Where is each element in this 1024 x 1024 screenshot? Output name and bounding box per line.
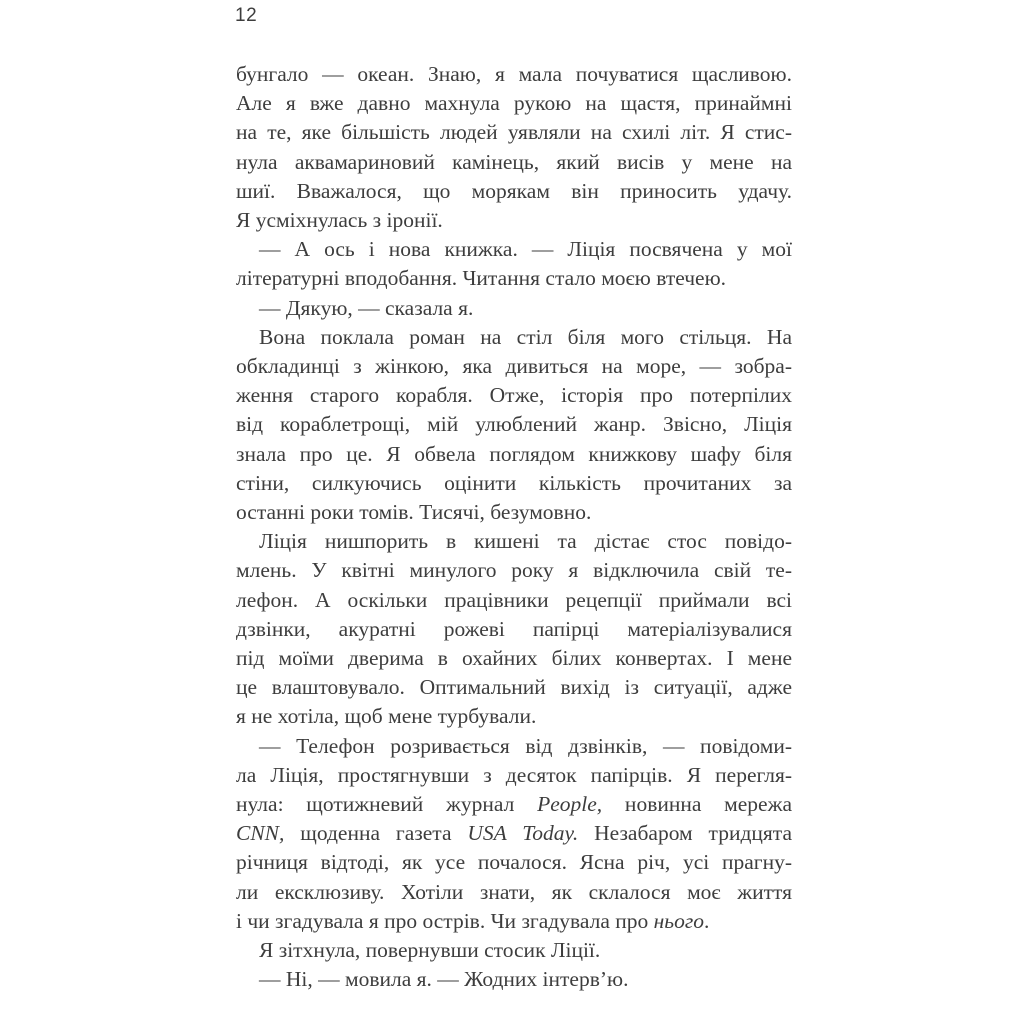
text-segment: і чи згадувала я про острів. Чи згадувала про bbox=[236, 908, 654, 933]
text-segment: Ліція нишпорить в кишені та дістає стос повідо- bbox=[259, 529, 792, 554]
text-segment: шиї. Вважалося, що морякам він приносить удачу. bbox=[236, 178, 792, 203]
italic-text-segment: USA Today. bbox=[467, 821, 579, 846]
text-segment: — Ні, — мовила я. — Жодних інтерв’ю. bbox=[259, 967, 629, 992]
text-line bbox=[236, 294, 792, 323]
text-line bbox=[236, 60, 792, 89]
text-segment: Незабаром тридцята bbox=[578, 821, 792, 846]
text-segment: ла Ліція, простягнувши з десяток папірців. Я перегля- bbox=[236, 762, 792, 787]
text-line bbox=[236, 819, 792, 848]
text-line bbox=[236, 352, 792, 381]
text-segment: щоденна газета bbox=[284, 821, 468, 846]
text-segment: під моїми дверима в охайних білих конвертах. І мене bbox=[236, 646, 792, 671]
text-line bbox=[236, 732, 792, 761]
text-segment: нула: щотижневий журнал bbox=[236, 792, 538, 817]
page-number: 12 bbox=[235, 5, 258, 26]
text-line bbox=[236, 381, 792, 410]
text-segment: нула аквамариновий камінець, який висів у мене на bbox=[236, 149, 792, 174]
text-line bbox=[236, 615, 792, 644]
text-line bbox=[236, 177, 792, 206]
text-line bbox=[236, 848, 792, 877]
text-segment: ження старого корабля. Отже, історія про потерпілих bbox=[236, 383, 792, 408]
text-line bbox=[236, 790, 792, 819]
text-segment: млень. У квітні минулого року я відключила свій те- bbox=[236, 558, 792, 583]
text-segment: дзвінки, акуратні рожеві папірці матеріалізувалися bbox=[236, 616, 792, 641]
text-segment: річниця відтоді, як усе почалося. Ясна річ, усі прагну- bbox=[236, 850, 792, 875]
text-segment: я не хотіла, щоб мене турбували. bbox=[236, 704, 537, 729]
text-line bbox=[236, 965, 792, 994]
italic-text-segment: CNN, bbox=[236, 821, 285, 846]
text-line bbox=[236, 498, 792, 527]
text-segment: на те, яке більшість людей уявляли на схилі літ. Я стис- bbox=[236, 120, 792, 145]
text-segment: бунгало — океан. Знаю, я мала почуватися щасливою. bbox=[236, 62, 792, 86]
text-line bbox=[236, 469, 792, 498]
text-segment: літературні вподобання. Читання стало моєю втечею. bbox=[236, 266, 727, 291]
text-segment: — Телефон розривається від дзвінків, — повідоми- bbox=[259, 733, 792, 758]
text-segment: лефон. А оскільки працівники рецепції приймали всі bbox=[236, 587, 792, 612]
text-line bbox=[236, 323, 792, 352]
text-line bbox=[236, 440, 792, 469]
text-line bbox=[236, 264, 792, 293]
text-segment: — Дякую, — сказала я. bbox=[259, 295, 474, 320]
text-line bbox=[236, 235, 792, 264]
text-line bbox=[236, 206, 792, 235]
text-line bbox=[236, 118, 792, 147]
text-segment: обкладинці з жінкою, яка дивиться на море, — зобра- bbox=[236, 354, 792, 379]
text-segment: Вона поклала роман на стіл біля мого стільця. На bbox=[259, 324, 792, 349]
text-line bbox=[236, 702, 792, 731]
text-line bbox=[236, 936, 792, 965]
text-segment: останні роки томів. Тисячі, безумовно. bbox=[236, 500, 592, 525]
text-segment: стіни, силкуючись оцінити кількість прочитаних за bbox=[236, 470, 792, 495]
italic-text-segment: нього bbox=[653, 908, 704, 933]
text-segment: Я зітхнула, повернувши стосик Ліції. bbox=[259, 938, 601, 963]
text-line bbox=[236, 761, 792, 790]
text-line bbox=[236, 878, 792, 907]
text-segment: — А ось і нова книжка. — Ліція посвячена у мої bbox=[259, 237, 792, 262]
text-segment: Я усміхнулась з іронії. bbox=[236, 208, 443, 233]
text-line bbox=[236, 644, 792, 673]
text-line bbox=[236, 673, 792, 702]
text-line bbox=[236, 527, 792, 556]
text-segment: це влаштовувало. Оптимальний вихід із ситуації, адже bbox=[236, 675, 792, 700]
text-line bbox=[236, 89, 792, 118]
text-segment: ли ексклюзиву. Хотіли знати, як склалося моє життя bbox=[236, 879, 792, 904]
body-text-block bbox=[236, 60, 792, 995]
text-segment: . bbox=[703, 908, 710, 933]
text-segment: від кораблетрощі, мій улюблений жанр. Звісно, Ліція bbox=[236, 412, 792, 437]
text-segment: знала про це. Я обвела поглядом книжкову шафу біля bbox=[236, 441, 792, 466]
text-segment: новинна мережа bbox=[602, 792, 792, 817]
text-line bbox=[236, 148, 792, 177]
text-segment: Але я вже давно махнула рукою на щастя, принаймні bbox=[236, 91, 792, 116]
text-line bbox=[236, 907, 792, 936]
text-line bbox=[236, 586, 792, 615]
text-line bbox=[236, 556, 792, 585]
italic-text-segment: People, bbox=[537, 792, 603, 817]
text-line bbox=[236, 410, 792, 439]
